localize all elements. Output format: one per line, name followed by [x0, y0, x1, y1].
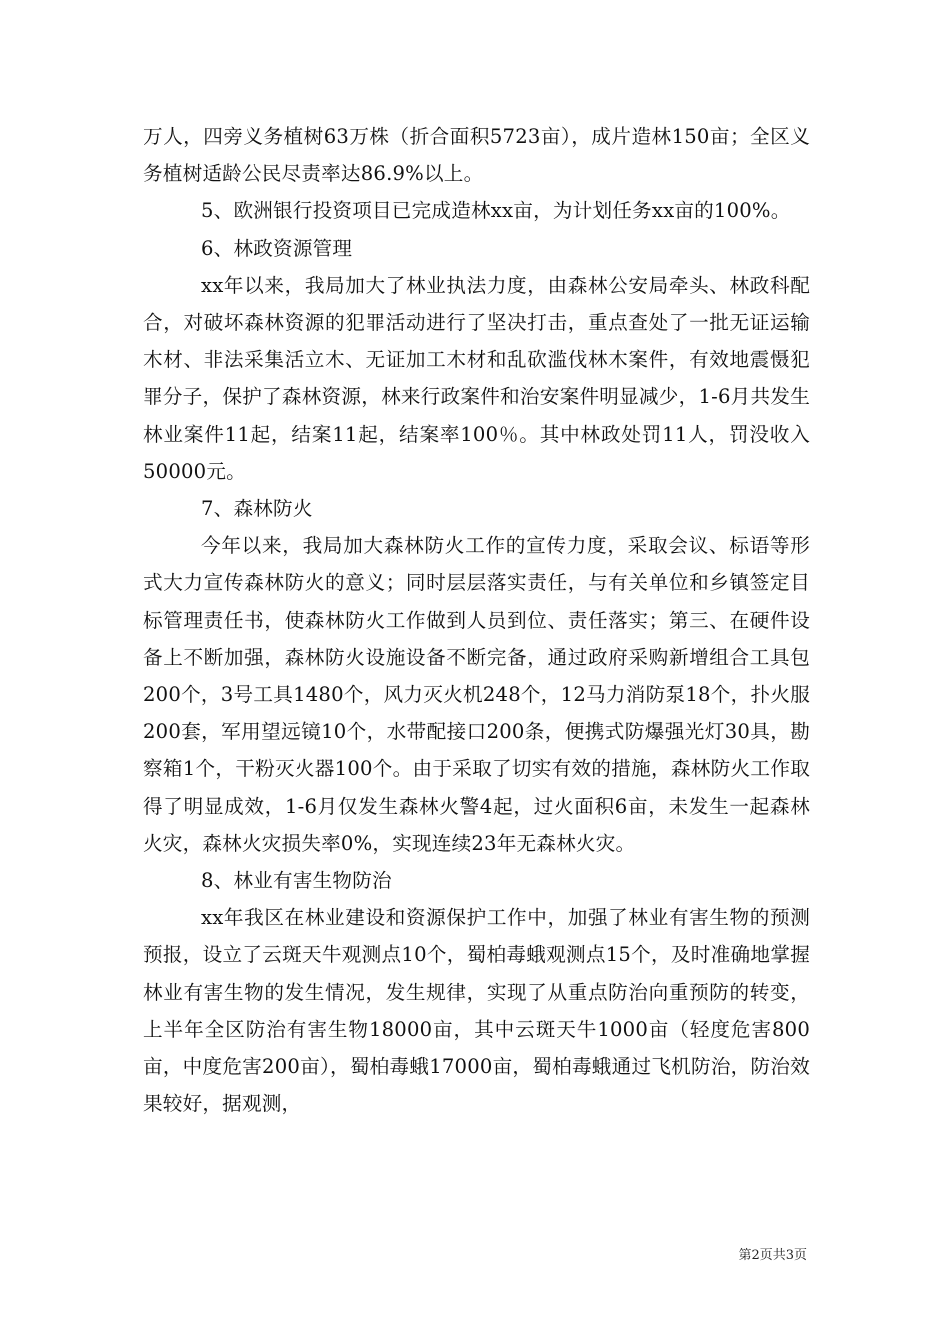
- section-heading-6: 6、林政资源管理: [201, 236, 353, 260]
- document-body: [143, 118, 810, 1122]
- paragraph-pest-control: xx年我区在林业建设和资源保护工作中，加强了林业有害生物的预测预报，设立了云斑天牛观测点10个，蜀柏毒蛾观测点15个，及时准确地掌握林业有害生物的发生情况，发生规律，实现了从重点防治向重预防的转变，上半年全区防治有害生物18000亩，其中云斑天牛1000亩（轻度危害800亩，中度危害200亩），蜀柏毒蛾17000亩，蜀柏毒蛾通过飞机防治，防治效果较好，据观测，: [143, 906, 810, 1116]
- paragraph-item-5: 5、欧洲银行投资项目已完成造林xx亩，为计划任务xx亩的100%。: [201, 199, 791, 223]
- section-heading-8: 8、林业有害生物防治: [201, 869, 392, 893]
- page-number: 第2页共3页: [738, 1248, 807, 1263]
- section-heading-7: 7、森林防火: [201, 497, 313, 521]
- paragraph-fire-prevention: 今年以来，我局加大森林防火工作的宣传力度，采取会议、标语等形式大力宣传森林防火的意义；同时层层落实责任，与有关单位和乡镇签定目标管理责任书，使森林防火工作做到人员到位、责任落实；第三、在硬件设备上不断加强，森林防火设施设备不断完备，通过政府采购新增组合工具包200个，3号工具1480个，风力灭火机248个，12马力消防泵18个，扑火服200套，军用望远镜10个，水带配接口200条，便携式防爆强光灯30具，勘察箱1个，干粉灭火器100个。由于采取了切实有效的措施，森林防火工作取得了明显成效，1-6月仅发生森林火警4起，过火面积6亩，未发生一起森林火灾，森林火灾损失率0%，实现连续23年无森林火灾。: [143, 534, 810, 855]
- paragraph-continuation: 万人，四旁义务植树63万株（折合面积5723亩），成片造林150亩；全区义务植树适龄公民尽责率达86.9%以上。: [143, 125, 810, 186]
- paragraph-forest-administration: xx年以来，我局加大了林业执法力度，由森林公安局牵头、林政科配合，对破坏森林资源的犯罪活动进行了坚决打击，重点查处了一批无证运输木材、非法采集活立木、无证加工木材和乱砍滥伐林木案件，有效地震慑犯罪分子，保护了森林资源，林来行政案件和治安案件明显减少，1-6月共发生林业案件11起，结案11起，结案率100％。其中林政处罚11人，罚没收入50000元。: [143, 273, 810, 483]
